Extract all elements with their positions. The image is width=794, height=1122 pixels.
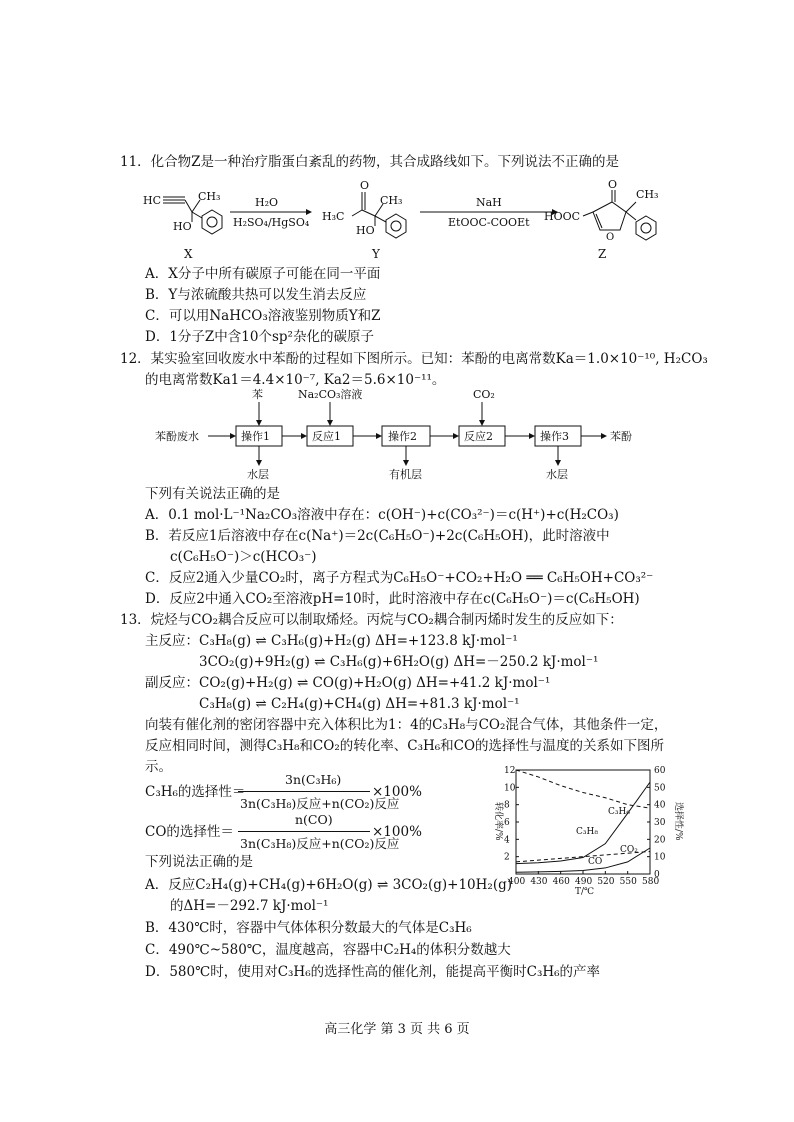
q12-ask: 下列有关说法正确的是 (145, 486, 280, 502)
page-footer: 高三化学 第 3 页 共 6 页 (324, 1022, 470, 1037)
y-right-tick-label: 10 (654, 852, 666, 863)
frag-ch3-x: CH₃ (198, 190, 221, 203)
flow-bottom-3: 水层 (546, 468, 568, 481)
q12-stem-2: 的电离常数Ka1＝4.4×10⁻⁷, Ka2＝5.6×10⁻¹¹。 (145, 372, 446, 388)
flow-box-4-label: 反应2 (464, 430, 493, 443)
frag-ho-x: HO (173, 220, 192, 233)
label-x: X (184, 247, 193, 261)
sel2-label: CO的选择性＝ (145, 824, 234, 840)
sel1-fraction-bar (238, 791, 370, 792)
reagent-1-top: H₂O (255, 196, 279, 209)
series-label: C₃H₆ (608, 807, 630, 817)
series-label: C₃H₈ (576, 827, 598, 837)
q13-main-2: 3CO₂(g)+9H₂(g) ⇌ C₃H₆(g)+6H₂O(g) ΔH=－250.2 kJ·mol⁻¹ (199, 654, 599, 670)
q11-scheme (0, 178, 794, 268)
y-right-tick-label: 50 (654, 783, 666, 794)
series-line (516, 770, 650, 808)
y-left-tick-label: 2 (504, 852, 510, 863)
q12-option-c[interactable]: C．反应2通入少量CO₂时，离子方程式为C₆H₅O⁻+CO₂+H₂O ══ C₆H₅OH+CO₃²⁻ (145, 570, 654, 586)
q13-side-2: C₃H₈(g) ⇌ C₂H₄(g)+CH₄(g) ΔH=+81.3 kJ·mol⁻¹ (199, 696, 520, 712)
y-right-axis-label: 选择性/% (673, 802, 683, 841)
sel2-tail: ×100% (372, 824, 422, 840)
y-right-tick-label: 20 (654, 835, 666, 846)
frag-ch3-y: CH₃ (380, 194, 403, 207)
chart-frame (516, 770, 650, 874)
q13-option-a-cont: 的ΔH=－292.7 kJ·mol⁻¹ (170, 898, 329, 914)
label-z: Z (598, 247, 607, 261)
q13-ask: 下列说法正确的是 (145, 854, 253, 870)
flow-top-3: CO₂ (473, 388, 495, 401)
x-tick-label: 520 (597, 877, 615, 887)
q11-option-d[interactable]: D．1分子Z中含10个sp²杂化的碳原子 (145, 329, 374, 345)
y-right-tick-label: 30 (654, 818, 666, 828)
frag-o-z: O (608, 178, 618, 191)
sel1-tail: ×100% (372, 784, 422, 800)
frag-o-y: O (360, 179, 370, 192)
label-y: Y (372, 247, 380, 261)
q13-desc-1: 向装有催化剂的密闭容器中充入体积比为1：4的C₃H₈与CO₂混合气体，其他条件一定， (145, 717, 668, 733)
flow-bottom-1: 水层 (247, 468, 269, 481)
q13-side-label: 副反应： (145, 675, 199, 691)
frag-hc: HC (143, 194, 162, 207)
x-axis-label: T/℃ (575, 887, 595, 897)
q11-stem: 11．化合物Z是一种治疗脂蛋白紊乱的药物，其合成路线如下。下列说法不正确的是 (120, 154, 620, 170)
y-right-tick-label: 60 (654, 766, 666, 776)
y-left-tick-label: 10 (504, 783, 516, 794)
y-left-tick-label: 8 (504, 800, 510, 811)
q13-chart (490, 764, 690, 897)
flow-input: 苯酚废水 (155, 430, 199, 443)
q13-main-1: C₃H₈(g) ⇌ C₃H₆(g)+H₂(g) ΔH=+123.8 kJ·mol⁻¹ (199, 633, 518, 649)
frag-ch3-z: CH₃ (636, 188, 659, 201)
flow-bottom-2: 有机层 (389, 468, 422, 481)
x-tick-label: 490 (575, 877, 593, 887)
sel2-numerator: n(CO) (295, 812, 333, 827)
frag-ho-y: HO (356, 224, 375, 237)
reagent-2-bottom: EtOOC-COOEt (448, 216, 530, 229)
series-label: CO₂ (620, 845, 638, 855)
flow-top-1: 苯 (252, 388, 263, 401)
q12-option-d[interactable]: D．反应2中通入CO₂至溶液pH=10时，此时溶液中存在c(C₆H₅O⁻)＝c(C₆H₅OH) (145, 591, 640, 607)
q13-option-b[interactable]: B．430℃时，容器中气体体积分数最大的气体是C₃H₆ (145, 920, 472, 936)
y-right-tick-label: 40 (654, 800, 666, 811)
q13-side-1: CO₂(g)+H₂(g) ⇌ CO(g)+H₂O(g) ΔH=+41.2 kJ·mol⁻¹ (199, 675, 551, 691)
flow-box-5-label: 操作3 (540, 430, 569, 443)
q12-option-a[interactable]: A．0.1 mol·L⁻¹Na₂CO₃溶液中存在：c(OH⁻)+c(CO₃²⁻)＝c(H⁺)+c(H₂CO₃) (145, 507, 619, 523)
q13-option-c[interactable]: C．490℃~580℃，温度越高，容器中C₂H₄的体积分数越大 (145, 942, 511, 958)
q12-stem-1: 12．某实验室回收废水中苯酚的过程如下图所示。已知：苯酚的电离常数Ka＝1.0×10⁻¹⁰, H₂CO₃ (120, 351, 708, 367)
q13-option-d[interactable]: D．580℃时，使用对C₃H₆的选择性高的催化剂，能提高平衡时C₃H₆的产率 (145, 964, 601, 980)
reagent-2-top: NaH (476, 196, 502, 209)
y-left-axis-label: 转化率/% (493, 802, 503, 841)
flow-output: 苯酚 (610, 430, 632, 443)
q11-option-c[interactable]: C．可以用NaHCO₃溶液鉴别物质Y和Z (145, 308, 381, 324)
x-tick-label: 580 (642, 877, 660, 887)
q11-option-b[interactable]: B．Y与浓硫酸共热可以发生消去反应 (145, 287, 367, 303)
frag-o-ring: O (606, 232, 615, 243)
flow-top-2: Na₂CO₃溶液 (298, 388, 363, 401)
x-tick-label: 400 (508, 877, 526, 887)
sel1-numerator: 3n(C₃H₆) (285, 772, 342, 787)
q13-desc-3: 示。 (145, 759, 172, 775)
q11-option-a[interactable]: A．X分子中所有碳原子可能在同一平面 (145, 266, 381, 282)
reagent-1-bottom: H₂SO₄/HgSO₄ (233, 216, 310, 229)
sel2-denominator: 3n(C₃H₈)反应+n(CO₂)反应 (240, 836, 400, 851)
flow-box-2-label: 反应1 (312, 430, 341, 443)
q12-option-b-cont: c(C₆H₅O⁻)＞c(HCO₃⁻) (170, 549, 317, 565)
x-tick-label: 550 (619, 877, 637, 887)
sel1-denominator: 3n(C₃H₈)反应+n(CO₂)反应 (240, 796, 400, 811)
q13-main-label: 主反应： (145, 633, 199, 649)
x-tick-label: 430 (530, 877, 548, 887)
flow-box-1-label: 操作1 (241, 430, 270, 443)
series-label: CO (588, 857, 603, 867)
flow-box-3-label: 操作2 (388, 430, 417, 443)
y-left-tick-label: 4 (504, 835, 510, 846)
y-left-tick-label: 12 (504, 766, 516, 776)
y-left-tick-label: 6 (504, 818, 510, 828)
y-right-tick-label: 0 (654, 870, 660, 880)
frag-hooc: HOOC (544, 210, 581, 223)
sel1-label: C₃H₆的选择性＝ (145, 784, 246, 800)
q12-flowchart (0, 388, 794, 481)
q13-stem: 13．烷烃与CO₂耦合反应可以制取烯烃。丙烷与CO₂耦合制丙烯时发生的反应如下： (120, 612, 623, 628)
q13-option-a[interactable]: A．反应C₂H₄(g)+CH₄(g)+6H₂O(g) ⇌ 3CO₂(g)+10H₂(g) (145, 877, 512, 893)
frag-h3c: H₃C (322, 210, 345, 223)
x-tick-label: 460 (552, 877, 570, 887)
sel2-fraction-bar (238, 831, 370, 832)
q12-option-b[interactable]: B．若反应1后溶液中存在c(Na⁺)＝2c(C₆H₅O⁻)+2c(C₆H₅OH)，此时溶液中 (145, 528, 610, 544)
q13-desc-2: 反应相同时间，测得C₃H₈和CO₂的转化率、C₃H₆和CO的选择性与温度的关系如下图所 (145, 738, 665, 754)
